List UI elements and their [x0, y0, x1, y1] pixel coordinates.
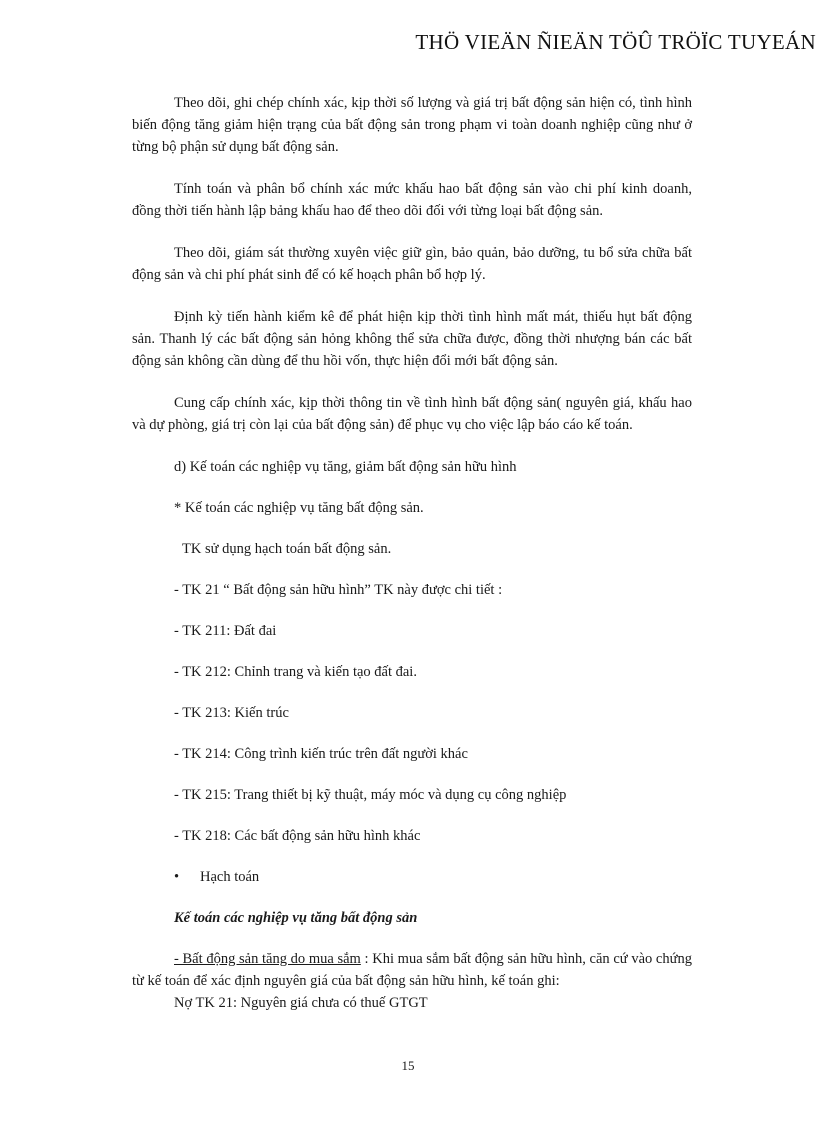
bullet-dot-icon: • — [174, 869, 180, 885]
page-header-title: THÖ VIEÄN ÑIEÄN TÖÛ TRÖÏC TUYEÁN — [415, 30, 816, 54]
paragraph-inventory: Định kỳ tiến hành kiểm kê để phát hiện kịp thời tình hình mất mát, thiếu hụt bất động sản. Thanh lý các bất động sản hỏng không thể sửa chữa được, đồng thời nhượng bán các bất động sản không cần dùng để thu hồi vốn, thực hiện đổi mới bất động sản. — [132, 309, 692, 369]
paragraph-purchase — [132, 948, 692, 992]
account-tk211: - TK 211: Đất đai — [174, 623, 277, 639]
account-tk21: - TK 21 “ Bất động sản hữu hình” TK này được chi tiết : — [174, 582, 503, 598]
accounts-used-line: TK sử dụng hạch toán bất động sản. — [182, 541, 392, 557]
account-tk218: - TK 218: Các bất động sản hữu hình khác — [174, 828, 421, 844]
purchase-description: : Khi mua sắm bất động sản hữu hình, căn cứ vào chứng từ kế toán để xác định nguyên giá của bất động sản hữu hình, kế toán ghi: — [132, 951, 692, 989]
paragraph-reporting: Cung cấp chính xác, kịp thời thông tin về tình hình bất động sản( nguyên giá, khấu hao và dự phòng, giá trị còn lại của bất động sản) để phục vụ cho việc lập báo cáo kế toán. — [132, 395, 692, 433]
debit-entry-line: Nợ TK 21: Nguyên giá chưa có thuế GTGT — [174, 995, 428, 1011]
page-number: 15 — [401, 1058, 415, 1073]
section-heading-increase: Kế toán các nghiệp vụ tăng bất động sản — [174, 910, 418, 926]
paragraph-tracking: Theo dõi, ghi chép chính xác, kịp thời số lượng và giá trị bất động sản hiện có, tình hình biến động tăng giảm hiện trạng của bất động sản trong phạm vi toàn doanh nghiệp cũng như ở từng bộ phận sử dụng bất động sản. — [132, 95, 692, 155]
purchase-underlined-label: - Bất động sản tăng do mua sắm — [174, 951, 361, 967]
account-tk212: - TK 212: Chỉnh trang và kiến tạo đất đai. — [174, 664, 417, 680]
bullet-label: Hạch toán — [200, 869, 260, 885]
section-d-heading: d) Kế toán các nghiệp vụ tăng, giảm bất động sản hữu hình — [174, 459, 517, 475]
paragraph-maintenance: Theo dõi, giám sát thường xuyên việc giữ gìn, bảo quản, bảo dưỡng, tu bổ sửa chữa bất động sản và chi phí phát sinh để có kế hoạch phân bổ hợp lý. — [132, 245, 692, 283]
account-tk215: - TK 215: Trang thiết bị kỹ thuật, máy móc và dụng cụ công nghiệp — [174, 787, 567, 803]
document-body — [132, 92, 692, 1014]
increase-note: * Kế toán các nghiệp vụ tăng bất động sản. — [174, 500, 424, 516]
paragraph-depreciation: Tính toán và phân bổ chính xác mức khấu hao bất động sản vào chi phí kinh doanh, đồng thời tiến hành lập bảng khấu hao để theo dõi đối với từng loại bất động sản. — [132, 181, 692, 219]
account-tk213: - TK 213: Kiến trúc — [174, 705, 289, 721]
account-tk214: - TK 214: Công trình kiến trúc trên đất người khác — [174, 746, 468, 762]
bullet-item-accounting — [132, 866, 692, 888]
